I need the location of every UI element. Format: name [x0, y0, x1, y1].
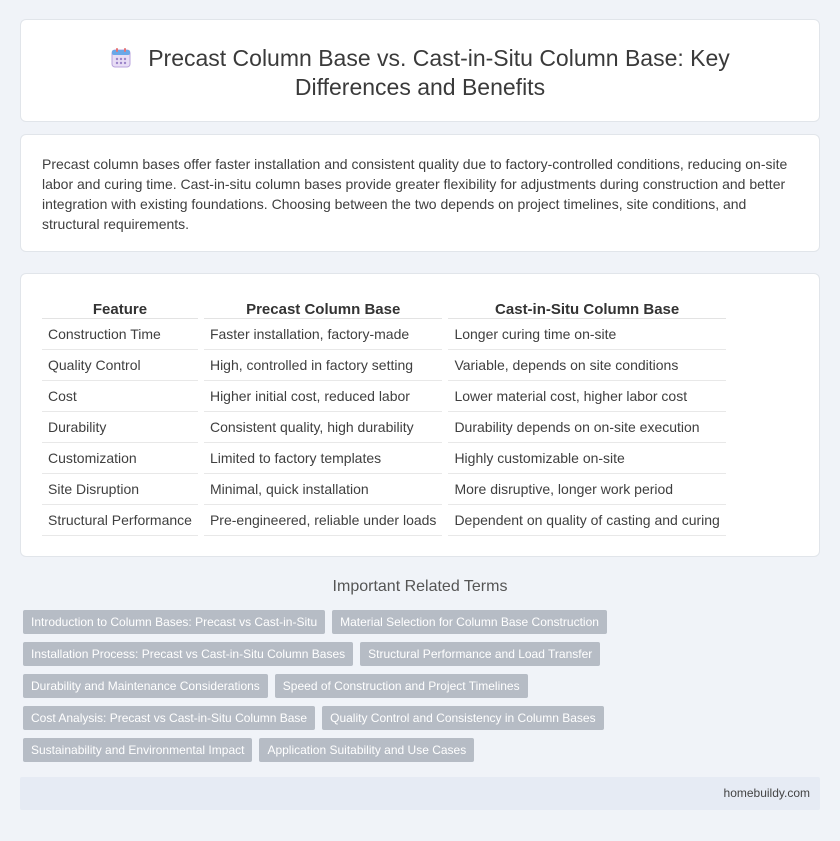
- cell-feature: Durability: [42, 412, 198, 443]
- cell-feature: Structural Performance: [42, 505, 198, 536]
- cell-cast-in-situ: Longer curing time on-site: [448, 319, 725, 350]
- cell-cast-in-situ: Highly customizable on-site: [448, 443, 725, 474]
- table-row: [42, 505, 726, 536]
- cell-feature: Quality Control: [42, 350, 198, 381]
- table-row: [42, 474, 726, 505]
- calendar-icon: [110, 47, 132, 69]
- table-row: [42, 381, 726, 412]
- table-row: [42, 443, 726, 474]
- related-term-tag[interactable]: Structural Performance and Load Transfer: [360, 642, 600, 666]
- footer-site-link[interactable]: homebuildy.com: [723, 786, 810, 800]
- related-term-tag[interactable]: Speed of Construction and Project Timelines: [275, 674, 528, 698]
- table-row: [42, 319, 726, 350]
- table-header-row: [42, 296, 726, 319]
- cell-feature: Cost: [42, 381, 198, 412]
- related-terms-tags: [23, 610, 823, 770]
- cell-precast: Minimal, quick installation: [204, 474, 442, 505]
- tag-row: [23, 706, 823, 730]
- cell-cast-in-situ: Durability depends on on-site execution: [448, 412, 725, 443]
- related-term-tag[interactable]: Cost Analysis: Precast vs Cast-in-Situ Column Base: [23, 706, 315, 730]
- related-term-tag[interactable]: Material Selection for Column Base Construction: [332, 610, 607, 634]
- header-cast-in-situ: Cast-in-Situ Column Base: [448, 296, 725, 319]
- cell-cast-in-situ: Dependent on quality of casting and curing: [448, 505, 725, 536]
- page-title: Precast Column Base vs. Cast-in-Situ Column Base: Key Differences and Benefits: [148, 45, 730, 100]
- cell-precast: Higher initial cost, reduced labor: [204, 381, 442, 412]
- cell-precast: Pre-engineered, reliable under loads: [204, 505, 442, 536]
- cell-precast: Faster installation, factory-made: [204, 319, 442, 350]
- cell-feature: Construction Time: [42, 319, 198, 350]
- page-title-wrap: [21, 44, 819, 102]
- cell-precast: Consistent quality, high durability: [204, 412, 442, 443]
- cell-precast: Limited to factory templates: [204, 443, 442, 474]
- cell-precast: High, controlled in factory setting: [204, 350, 442, 381]
- table-row: [42, 350, 726, 381]
- related-term-tag[interactable]: Application Suitability and Use Cases: [259, 738, 474, 762]
- related-term-tag[interactable]: Introduction to Column Bases: Precast vs Cast-in-Situ: [23, 610, 325, 634]
- comparison-card: [20, 273, 820, 557]
- header-feature: Feature: [42, 296, 198, 319]
- related-term-tag[interactable]: Quality Control and Consistency in Column Bases: [322, 706, 603, 730]
- table-row: [42, 412, 726, 443]
- tag-row: [23, 642, 823, 666]
- cell-cast-in-situ: Variable, depends on site conditions: [448, 350, 725, 381]
- tag-row: [23, 674, 823, 698]
- tag-row: [23, 610, 823, 634]
- related-term-tag[interactable]: Installation Process: Precast vs Cast-in-Situ Column Bases: [23, 642, 353, 666]
- header-precast: Precast Column Base: [204, 296, 442, 319]
- related-term-tag[interactable]: Sustainability and Environmental Impact: [23, 738, 252, 762]
- title-card: [20, 19, 820, 122]
- comparison-table: [36, 296, 732, 536]
- cell-cast-in-situ: Lower material cost, higher labor cost: [448, 381, 725, 412]
- footer: [20, 777, 820, 810]
- related-terms-heading: Important Related Terms: [332, 578, 508, 595]
- tag-row: [23, 738, 823, 762]
- cell-cast-in-situ: More disruptive, longer work period: [448, 474, 725, 505]
- related-term-tag[interactable]: Durability and Maintenance Considerations: [23, 674, 268, 698]
- intro-card: [20, 134, 820, 252]
- intro-paragraph: Precast column bases offer faster installation and consistent quality due to factory-controlled conditions, reducing on-site labor and curing time. Cast-in-situ column bases provide greater flexibility for adjustments during construction and better integration with existing foundations. Choosing between the two depends on project timelines, site conditions, and structural requirements.: [42, 156, 788, 232]
- cell-feature: Site Disruption: [42, 474, 198, 505]
- cell-feature: Customization: [42, 443, 198, 474]
